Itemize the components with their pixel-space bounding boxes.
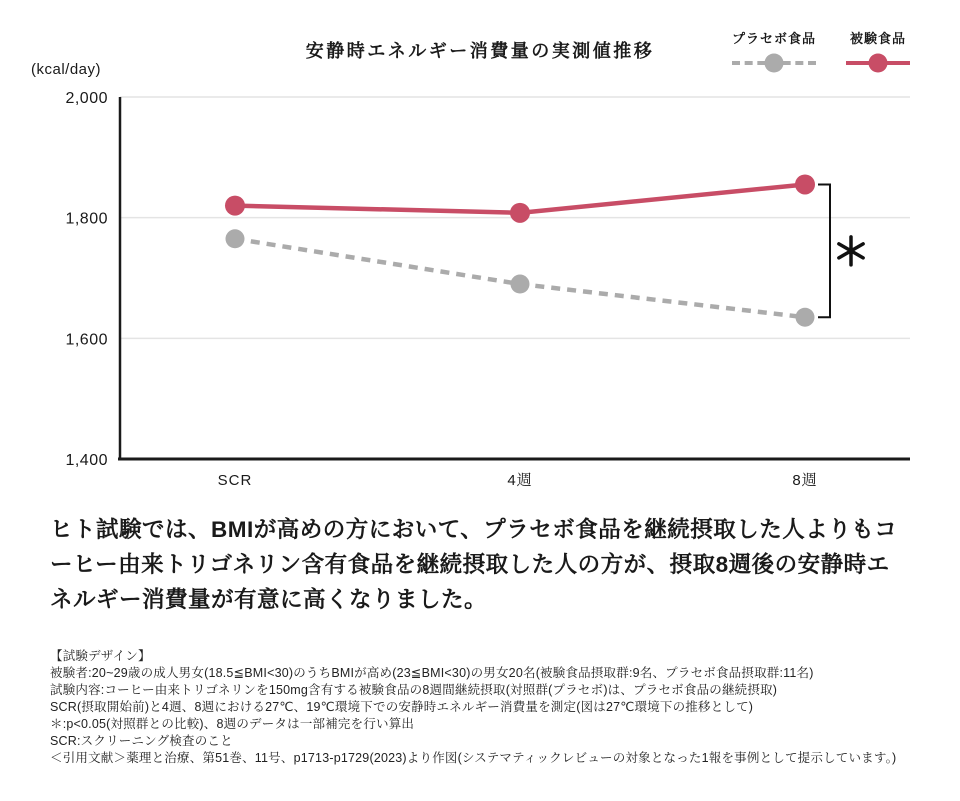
y-tick-label: 1,400 (65, 452, 108, 469)
legend-label-test: 被験食品 (849, 31, 906, 46)
legend-item-placebo (732, 28, 816, 74)
note-line: 被験者:20~29歳の成人男女(18.5≦BMI<30)のうちBMIが高め(23≦BMI<30)の男女20名(被験食品摂取群:9名、プラセボ食品摂取群:11名) (50, 666, 814, 680)
notes-heading: 【試験デザイン】 (50, 649, 151, 663)
significance-asterisk-icon (839, 237, 863, 265)
series-placebo-point (511, 275, 530, 294)
note-line: 試験内容:コーヒー由来トリゴネリンを150mg含有する被験食品の8週間継続摂取(対照群(プラセボ)は、プラセボ食品の継続摂取) (50, 683, 778, 697)
notes-lines (50, 665, 930, 767)
test-swatch (846, 53, 910, 74)
y-axis-unit-label: (kcal/day) (31, 61, 102, 78)
x-tick-label: 4週 (507, 472, 533, 489)
y-tick-label: 1,800 (65, 210, 108, 228)
chart-svg (0, 88, 960, 498)
placebo-marker-icon (764, 54, 783, 73)
significance-bracket (818, 184, 830, 317)
note-line: ＊:p<0.05(対照群との比較)、8週のデータは一部補完を行い算出 (50, 717, 415, 731)
series-test-point (225, 196, 245, 216)
chart-title: 安静時エネルギー消費量の実測値推移 (305, 41, 655, 61)
x-tick-label: SCR (217, 472, 253, 489)
series-test-point (795, 174, 815, 194)
study-design-notes (50, 648, 930, 767)
x-tick-label: 8週 (792, 472, 818, 489)
test-marker-icon (869, 54, 888, 73)
legend-label-placebo: プラセボ食品 (731, 31, 816, 46)
series-placebo-point (796, 308, 815, 327)
series-test-point (510, 203, 530, 223)
placebo-swatch (732, 53, 816, 74)
note-line: SCR:スクリーニング検査のこと (50, 734, 233, 748)
result-description: ヒト試験では、BMIが高めの方において、プラセボ食品を継続摂取した人よりもコーヒー由来トリゴネリン含有食品を継続摂取した人の方が、摂取8週後の安静時エネルギー消費量が有意に高くなりました。 (50, 517, 898, 612)
legend (732, 28, 910, 74)
legend-item-test (846, 28, 910, 74)
note-line: ＜引用文献＞薬理と治療、第51巻、11号、p1713-p1729(2023)より作図(システマティックレビューの対象となった1報を事例として提示しています。) (50, 751, 897, 765)
y-tick-label: 2,000 (65, 90, 108, 107)
note-line: SCR(摂取開始前)と4週、8週における27℃、19℃環境下での安静時エネルギー消費量を測定(図は27℃環境下の推移として) (50, 700, 754, 714)
y-tick-label: 1,600 (65, 331, 108, 349)
series-placebo-point (226, 229, 245, 248)
